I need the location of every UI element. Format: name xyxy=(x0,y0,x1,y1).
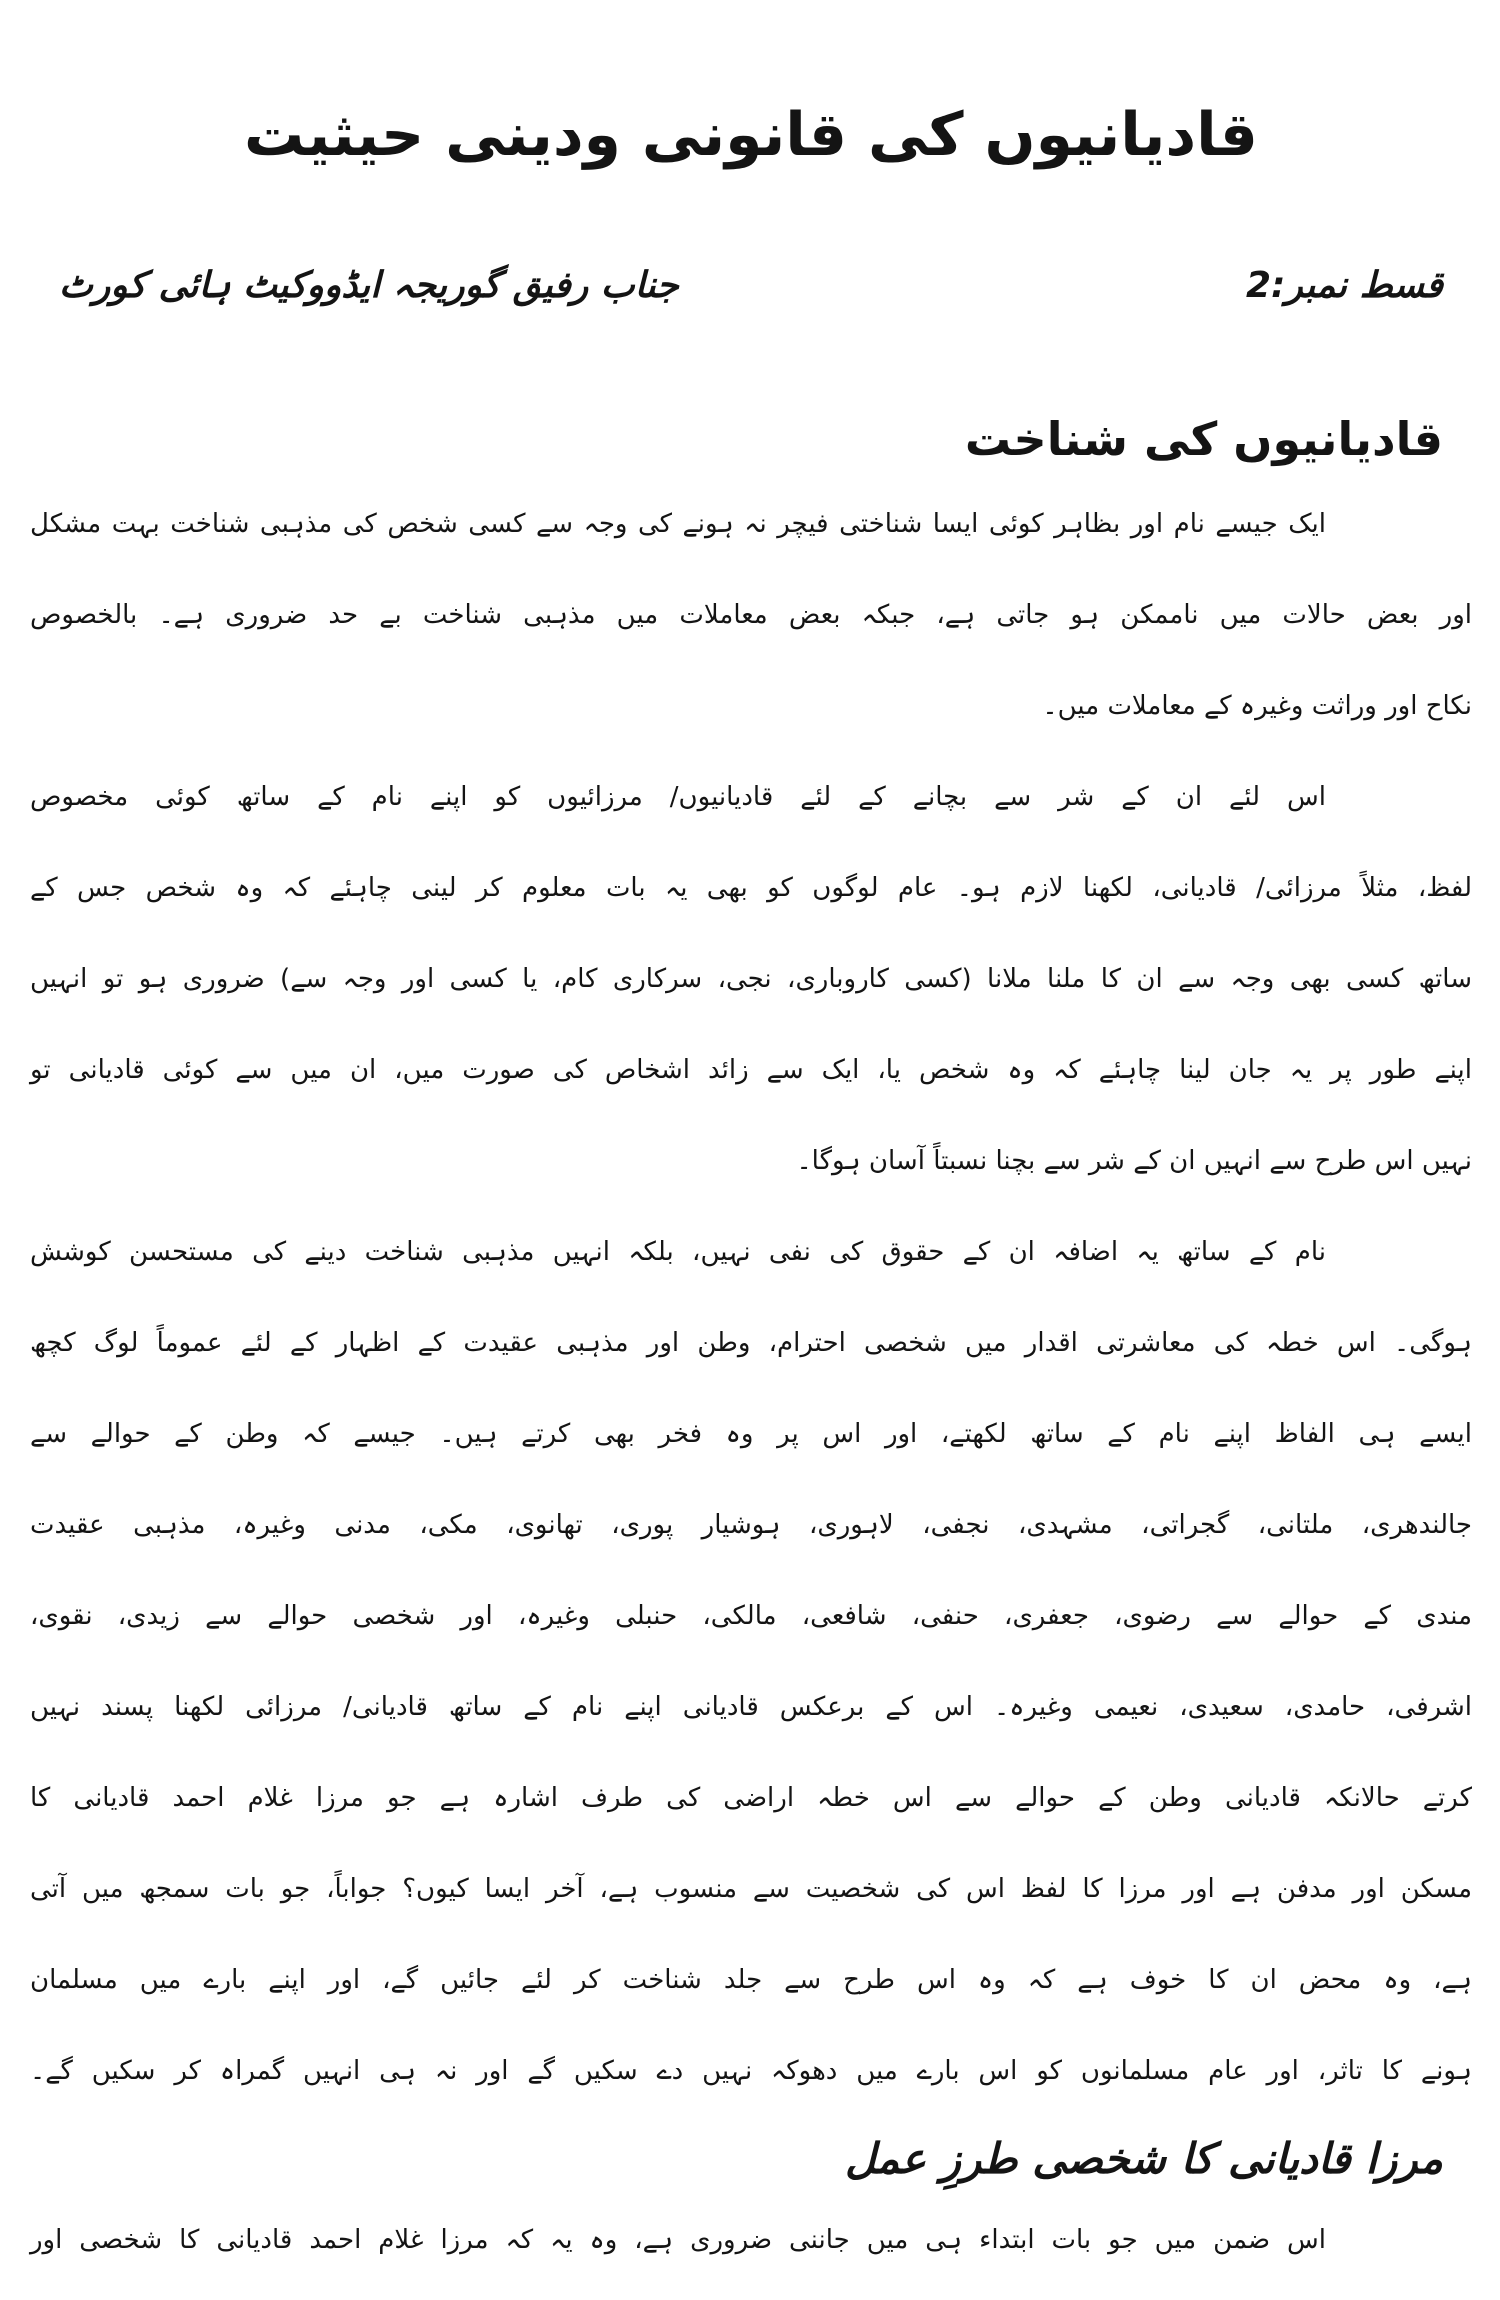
text-line-content: جالندھری، ملتانی، گجراتی، مشہدی، نجفی، لاہوری، ہوشیار پوری، تھانوی، مکی، مدنی وغیرہ، مذہبی عقیدت xyxy=(30,1510,1472,1540)
text-line xyxy=(30,1571,1472,1662)
text-line-content: مسکن اور مدفن ہے اور مرزا کا لفظ اس کی شخصیت سے منسوب ہے، آخر ایسا کیوں؟ جواباً، جو بات سمجھ میں آتی xyxy=(30,1874,1472,1904)
page-title-text: قادیانیوں کی قانونی ودینی حیثیت xyxy=(244,100,1258,170)
section-identity xyxy=(30,400,1472,2117)
text-line-content: نکاح اور وراثت وغیرہ کے معاملات میں۔ xyxy=(1042,691,1472,721)
text-line xyxy=(30,1298,1472,1389)
text-line-content: ہے، وہ محض ان کا خوف ہے کہ وہ اس طرح سے جلد شناخت کر لئے جائیں گے، اور اپنے بارے میں مسلمان xyxy=(30,1965,1472,1995)
page-title xyxy=(30,85,1472,185)
byline xyxy=(30,240,1472,330)
text-line-content: ایک جیسے نام اور بظاہر کوئی ایسا شناختی فیچر نہ ہونے کی وجہ سے کسی شخص کی مذہبی شناخت بہت مشکل xyxy=(30,509,1326,539)
text-line-content: اور بعض حالات میں ناممکن ہو جاتی ہے، جبکہ بعض معاملات میں مذہبی شناخت بے حد ضروری ہے۔ بالخصوص xyxy=(30,600,1472,630)
paragraph xyxy=(30,2200,1472,2280)
text-line xyxy=(30,752,1472,843)
text-line-content: ہوگی۔ اس خطہ کی معاشرتی اقدار میں شخصی احترام، وطن اور مذہبی عقیدت کے اظہار کے لئے عموماً لوگ کچھ xyxy=(30,1328,1472,1358)
section-heading xyxy=(30,2117,1472,2200)
text-line xyxy=(30,661,1472,752)
text-line-content: ایسے ہی الفاظ اپنے نام کے ساتھ لکھتے، اور اس پر وہ فخر بھی کرتے ہیں۔ جیسے کہ وطن کے حوالے سے xyxy=(30,1419,1472,1449)
text-line xyxy=(30,1207,1472,1298)
text-line-content: لفظ، مثلاً مرزائی/ قادیانی، لکھنا لازم ہو۔ عام لوگوں کو بھی یہ بات معلوم کر لینی چاہئے کہ وہ شخص جس کے xyxy=(30,873,1472,903)
text-line-content: اپنے طور پر یہ جان لینا چاہئے کہ وہ شخص یا، ایک سے زائد اشخاص کی صورت میں، ان میں سے کوئی قادیانی تو xyxy=(30,1055,1472,1085)
section-heading-text: قادیانیوں کی شناخت xyxy=(964,412,1443,466)
text-line xyxy=(30,934,1472,1025)
text-line-content: ساتھ کسی بھی وجہ سے ان کا ملنا ملانا (کسی کاروباری، نجی، سرکاری کام، یا کسی اور وجہ سے) ضروری ہو تو انہیں xyxy=(30,964,1472,994)
text-line xyxy=(30,843,1472,934)
section-heading xyxy=(30,400,1472,479)
text-line xyxy=(30,479,1472,570)
section-conduct xyxy=(30,2117,1472,2280)
text-line xyxy=(30,1753,1472,1844)
text-line xyxy=(30,1662,1472,1753)
text-line xyxy=(30,2200,1472,2280)
text-line-content: نام کے ساتھ یہ اضافہ ان کے حقوق کی نفی نہیں، بلکہ انہیں مذہبی شناخت دینے کی مستحسن کوشش xyxy=(30,1237,1326,1267)
text-line xyxy=(30,1389,1472,1480)
text-line xyxy=(30,1480,1472,1571)
text-line-content: مندی کے حوالے سے رضوی، جعفری، حنفی، شافعی، مالکی، حنبلی وغیرہ، اور شخصی حوالے سے زیدی، نقوی، xyxy=(30,1601,1472,1631)
text-line xyxy=(30,1025,1472,1116)
text-line-content: نہیں اس طرح سے انہیں ان کے شر سے بچنا نسبتاً آسان ہوگا۔ xyxy=(796,1146,1472,1176)
text-line-content: کرتے حالانکہ قادیانی وطن کے حوالے سے اس خطہ اراضی کی طرف اشارہ ہے جو مرزا غلام احمد قادیانی کا xyxy=(30,1783,1472,1813)
section-heading-text: مرزا قادیانی کا شخصی طرزِ عمل xyxy=(844,2134,1443,2183)
text-line xyxy=(30,570,1472,661)
text-line-content: اشرفی، حامدی، سعیدی، نعیمی وغیرہ۔ اس کے برعکس قادیانی اپنے نام کے ساتھ قادیانی/ مرزائی لکھنا پسند نہیں xyxy=(30,1692,1472,1722)
text-line-content: ہونے کا تاثر، اور عام مسلمانوں کو اس بارے میں دھوکہ نہیں دے سکیں گے اور نہ ہی انہیں گمراہ کر سکیں گے۔ xyxy=(30,2056,1472,2086)
text-line xyxy=(30,2026,1472,2117)
text-line xyxy=(30,1844,1472,1935)
installment-number: قسط نمبر:2 xyxy=(1245,264,1443,306)
text-line-content: اس لئے ان کے شر سے بچانے کے لئے قادیانیوں/ مرزائیوں کو اپنے نام کے ساتھ کوئی مخصوص xyxy=(30,782,1326,812)
text-line xyxy=(30,1116,1472,1207)
text-line xyxy=(30,1935,1472,2026)
paragraph xyxy=(30,752,1472,1207)
paragraph xyxy=(30,479,1472,752)
text-line-content: اس ضمن میں جو بات ابتداء ہی میں جاننی ضروری ہے، وہ یہ کہ مرزا غلام احمد قادیانی کا شخصی اور xyxy=(30,2225,1326,2255)
paragraph xyxy=(30,1207,1472,2117)
author-byline: جناب رفیق گوریجہ ایڈووکیٹ ہائی کورٹ xyxy=(59,264,679,306)
